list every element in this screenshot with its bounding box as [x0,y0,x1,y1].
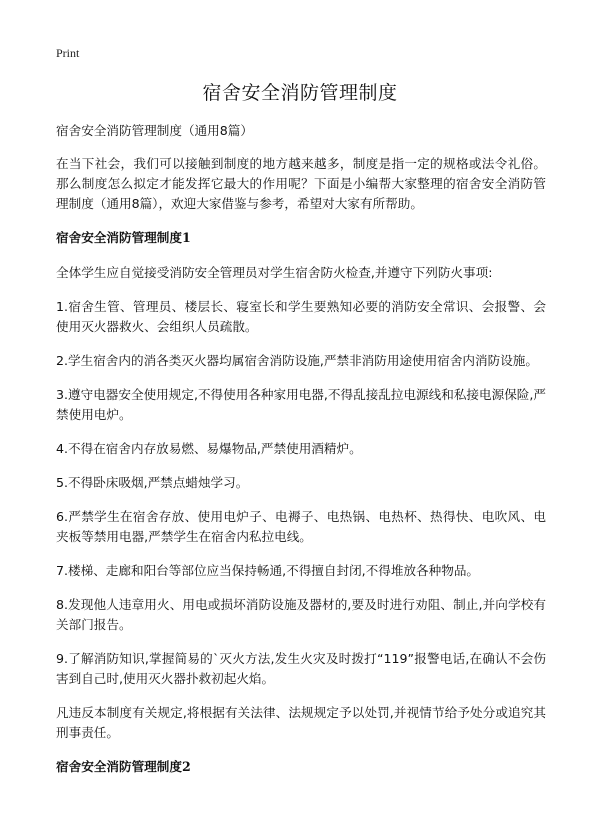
rule-item-2: 2.学生宿舍内的消各类灭火器均属宿舍消防设施,严禁非消防用途使用宿舍内消防设施。 [56,353,538,368]
rule-item-5: 5.不得卧床吸烟,严禁点蜡烛学习。 [56,475,249,490]
closing-paragraph: 凡违反本制度有关规定,将根据有关法律、法规规定予以处罚,并视情节给予处分或追究其刑事责任。 [56,705,546,740]
print-link[interactable]: Print [56,46,80,60]
section-lead-paragraph: 全体学生应自觉接受消防安全管理员对学生宿舍防火检查,并遵守下列防火事项: [56,265,493,280]
section-heading-1: 宿舍安全消防管理制度1 [56,230,191,245]
intro-paragraph: 在当下社会，我们可以接触到制度的地方越来越多，制度是指一定的规格或法令礼俗。那么制度怎么拟定才能发挥它最大的作用呢？下面是小编帮大家整理的宿舍安全消防管理制度（通用8篇），欢迎大家借鉴与参考，希望对大家有所帮助。 [56,156,546,211]
document-body [56,121,546,792]
rule-item-9: 9.了解消防知识,掌握简易的`灭火方法,发生火灾及时拨打“119”报警电话,在确认不会伤害到自己时,使用灭火器扑救初起火焰。 [56,651,546,686]
rule-item-1: 1.宿舍生管、管理员、楼层长、寝室长和学生要熟知必要的消防安全常识、会报警、会使用灭火器救火、会组织人员疏散。 [56,299,546,334]
section-heading-2: 宿舍安全消防管理制度2 [56,759,191,774]
rule-item-7: 7.楼梯、走廊和阳台等部位应当保持畅通,不得擅自封闭,不得堆放各种物品。 [56,563,480,578]
rule-item-3: 3.遵守电器安全使用规定,不得使用各种家用电器,不得乱接乱拉电源线和私接电源保险,严禁使用电炉。 [56,387,546,422]
rule-item-6: 6.严禁学生在宿舍存放、使用电炉子、电褥子、电热锅、电热杯、热得快、电吹风、电夹板等禁用电器,严禁学生在宿舍内私拉电线。 [56,509,546,544]
rule-item-8: 8.发现他人违章用火、用电或损坏消防设施及器材的,要及时进行劝阻、制止,并向学校有关部门报告。 [56,597,546,632]
page-title: 宿舍安全消防管理制度 [202,82,398,104]
rule-item-4: 4.不得在宿舍内存放易燃、易爆物品,严禁使用酒精炉。 [56,441,362,456]
document-subtitle: 宿舍安全消防管理制度（通用8篇） [56,123,253,138]
